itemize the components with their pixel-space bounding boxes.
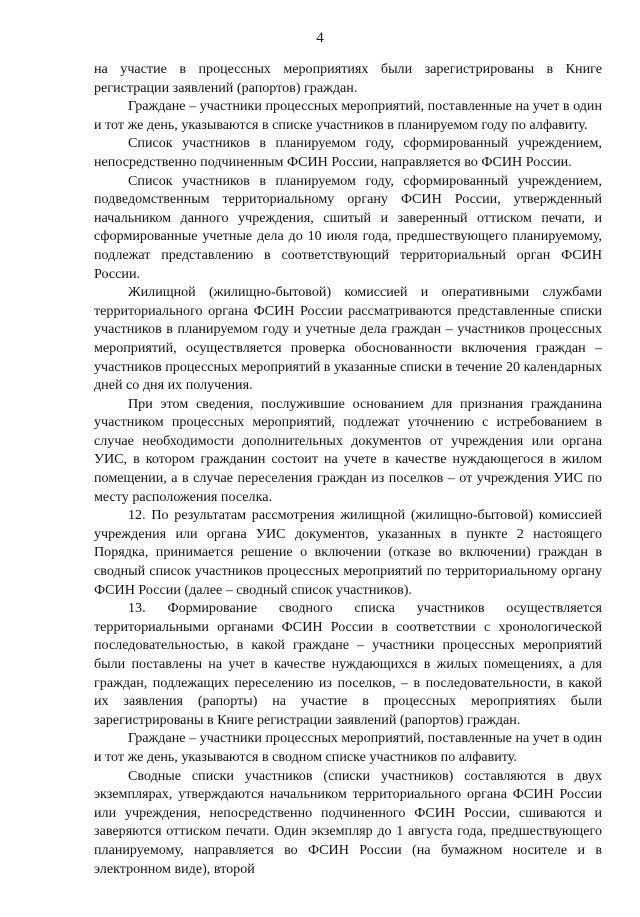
paragraph-2: Граждане – участники процессных мероприятий, поставленные на учет в один и тот же день, указываются в списке участников в планируемом году по алфавиту. xyxy=(94,98,602,133)
paragraph-5: Жилищной (жилищно-бытовой) комиссией и оперативными службами территориального органа ФСИН России рассматриваются представленные списки участников в планируемом году и учетные дела граждан – участников процессных мероприятий, осуществляется проверка обоснованности включения граждан – участников процессных мероприятий в указанные списки в течение 20 календарных дней со дня их получения. xyxy=(94,284,602,394)
body-text xyxy=(94,60,602,878)
paragraph-6: При этом сведения, послужившие основанием для признания гражданина участником процессных мероприятий, подлежат уточнению с истребованием в случае необходимости дополнительных документов от учреждения или органа УИС, в котором гражданин состоит на учете в качестве нуждающегося в жилом помещении, а в случае переселения граждан из поселков – от учреждения УИС по месту расположения поселка. xyxy=(94,395,602,505)
paragraph-3: Список участников в планируемом году, сформированный учреждением, непосредственно подчиненным ФСИН России, направляется во ФСИН России. xyxy=(94,135,602,170)
paragraph-10: Сводные списки участников (списки участников) составляются в двух экземплярах, утверждаются начальником территориального органа ФСИН России или учреждения, непосредственно подчиненного ФСИН России, сшиваются и заверяются оттиском печати. Один экземпляр до 1 августа года, предшествующего планируемому, направляется во ФСИН России (на бумажном носителе и в электронном виде), второй xyxy=(94,767,602,877)
paragraph-7: 12. По результатам рассмотрения жилищной (жилищно-бытовой) комиссией учреждения или органа УИС документов, указанных в пункте 2 настоящего Порядка, принимается решение о включении (отказе во включении) граждан в сводный список участников процессных мероприятий по территориальному органу ФСИН России (далее – сводный список участников). xyxy=(94,507,602,598)
page-number: 4 xyxy=(316,30,324,46)
paragraph-8: 13. Формирование сводного списка участников осуществляется территориальными органами ФСИН России в соответствии с хронологической последовательностью, в какой граждане – участники процессных мероприятий были поставлены на учет в качестве нуждающихся в жилых помещениях, а для граждан, подлежащих переселению из поселков, – в последовательности, в какой их заявления (рапорты) на участие в процессных мероприятиях были зарегистрированы в Книге регистрации заявлений (рапортов) граждан. xyxy=(94,600,602,728)
paragraph-9: Граждане – участники процессных мероприятий, поставленные на учет в один и тот же день, указываются в сводном списке участников по алфавиту. xyxy=(94,730,602,765)
paragraph-4: Список участников в планируемом году, сформированный учреждением, подведомственным территориальному органу ФСИН России, утвержденный начальником данного учреждения, сшитый и заверенный оттиском печати, и сформированные учетные дела до 10 июля года, предшествующего планируемому, подлежат представлению в соответствующий территориальный орган ФСИН России. xyxy=(94,172,602,282)
paragraph-1: на участие в процессных мероприятиях были зарегистрированы в Книге регистрации заявлений (рапортов) граждан. xyxy=(94,61,602,96)
